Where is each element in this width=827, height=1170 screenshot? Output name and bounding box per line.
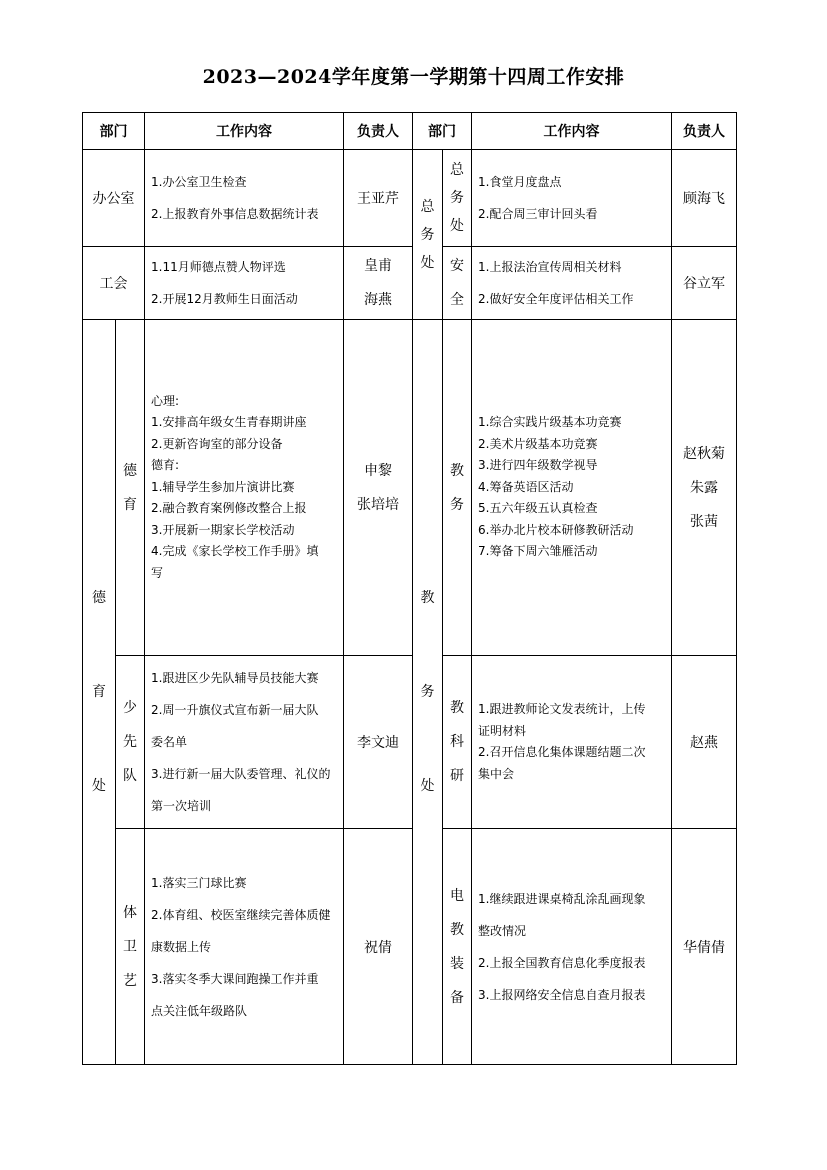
pe-health-art-owner: 祝倩 bbox=[344, 829, 413, 1065]
equipment-items bbox=[472, 829, 672, 1065]
list-item: 1.落实三门球比赛 bbox=[151, 875, 247, 890]
list-item: 1.继续跟进课桌椅乱涂乱画现象 bbox=[478, 891, 646, 906]
general-owner: 顾海飞 bbox=[672, 150, 737, 247]
list-item: 3.进行四年级数学视导 bbox=[478, 458, 598, 473]
list-item: 1.综合实践片级基本功竞赛 bbox=[478, 415, 622, 430]
list-item: 2.体育组、校医室继续完善体质健 bbox=[151, 907, 331, 922]
page-title: 2023—2024学年度第一学期第十四周工作安排 bbox=[202, 66, 625, 88]
table-row bbox=[83, 320, 737, 656]
moral-owner: 申黎 张培培 bbox=[344, 320, 413, 656]
list-item: 2.召开信息化集体课题结题二次 bbox=[478, 745, 646, 759]
list-item: 1.食堂月度盘点 bbox=[478, 175, 562, 189]
list-item: 德育: bbox=[151, 458, 180, 473]
list-item: 3.落实冬季大课间跑操工作并重 bbox=[151, 971, 319, 986]
dept-equipment: 电 教 装 备 bbox=[443, 829, 472, 1065]
list-item: 1.安排高年级女生青春期讲座 bbox=[151, 415, 307, 430]
list-item: 委名单 bbox=[151, 735, 188, 749]
list-item: 7.筹备下周六雏雁活动 bbox=[478, 544, 598, 559]
table-row bbox=[83, 247, 737, 320]
list-item: 6.举办北片校本研修教研活动 bbox=[478, 522, 634, 537]
list-item: 2.融合教育案例修改整合上报 bbox=[151, 501, 307, 516]
list-item: 1.辅导学生参加片演讲比赛 bbox=[151, 479, 295, 494]
dept-office: 办公室 bbox=[83, 150, 145, 247]
list-item: 3.开展新一期家长学校活动 bbox=[151, 522, 295, 537]
list-item: 2.上报教育外事信息数据统计表 bbox=[151, 207, 319, 221]
list-item: 1.11月师德点赞人物评选 bbox=[151, 260, 286, 274]
list-item: 2.美术片级基本功竞赛 bbox=[478, 436, 598, 451]
header-owner: 负责人 bbox=[344, 113, 413, 150]
union-owner: 皇甫 海燕 bbox=[344, 247, 413, 320]
moral-items bbox=[145, 320, 344, 656]
list-item: 2.做好安全年度评估相关工作 bbox=[478, 292, 634, 306]
dept-academic-affairs: 教 务 处 bbox=[413, 320, 443, 1065]
list-item: 3.进行新一届大队委管理、礼仪的 bbox=[151, 767, 331, 781]
table-header-row bbox=[83, 113, 737, 150]
list-item: 写 bbox=[151, 565, 164, 580]
list-item: 3.上报网络安全信息自查月报表 bbox=[478, 987, 646, 1002]
general-items bbox=[472, 150, 672, 247]
header-owner-right: 负责人 bbox=[672, 113, 737, 150]
research-items bbox=[472, 656, 672, 829]
pioneers-items bbox=[145, 656, 344, 829]
dept-moral-office: 德 育 处 bbox=[83, 320, 116, 1065]
list-item: 2.上报全国教育信息化季度报表 bbox=[478, 955, 646, 970]
header-dept-right: 部门 bbox=[413, 113, 472, 150]
list-item: 4.筹备英语区活动 bbox=[478, 479, 574, 494]
list-item: 集中会 bbox=[478, 766, 515, 781]
dept-general-affairs: 总 务 处 bbox=[413, 150, 443, 320]
list-item: 整改情况 bbox=[478, 923, 527, 938]
list-item: 1.跟进区少先队辅导员技能大赛 bbox=[151, 671, 319, 685]
dept-pioneers: 少 先 队 bbox=[116, 656, 145, 829]
teaching-items bbox=[472, 320, 672, 656]
dept-teaching: 教 务 bbox=[443, 320, 472, 656]
list-item: 5.五六年级五认真检查 bbox=[478, 501, 598, 516]
list-item: 4.完成《家长学校工作手册》填 bbox=[151, 544, 319, 559]
header-content: 工作内容 bbox=[145, 113, 344, 150]
pe-health-art-items bbox=[145, 829, 344, 1065]
union-items bbox=[145, 247, 344, 320]
table-row bbox=[83, 150, 737, 247]
dept-safety: 安 全 bbox=[443, 247, 472, 320]
dept-union: 工会 bbox=[83, 247, 145, 320]
list-item: 1.跟进教师论文发表统计，上传 bbox=[478, 702, 646, 716]
office-items bbox=[145, 150, 344, 247]
dept-pe-health-art: 体 卫 艺 bbox=[116, 829, 145, 1065]
list-item: 2.更新咨询室的部分设备 bbox=[151, 436, 283, 451]
header-dept: 部门 bbox=[83, 113, 145, 150]
teaching-owner: 赵秋菊 朱露 张茜 bbox=[672, 320, 737, 656]
list-item: 心理: bbox=[151, 393, 180, 408]
table-row bbox=[83, 829, 737, 1065]
list-item: 1.上报法治宣传周相关材料 bbox=[478, 260, 622, 274]
safety-items bbox=[472, 247, 672, 320]
list-item: 2.周一升旗仪式宣布新一届大队 bbox=[151, 703, 319, 717]
list-item: 第一次培训 bbox=[151, 799, 212, 813]
list-item: 2.配合周三审计回头看 bbox=[478, 207, 598, 221]
list-item: 证明材料 bbox=[478, 723, 527, 738]
office-owner: 王亚芹 bbox=[344, 150, 413, 247]
schedule-table bbox=[82, 112, 737, 1065]
pioneers-owner: 李文迪 bbox=[344, 656, 413, 829]
list-item: 2.开展12月教师生日面活动 bbox=[151, 292, 298, 306]
table-row bbox=[83, 656, 737, 829]
dept-moral: 德 育 bbox=[116, 320, 145, 656]
dept-general: 总 务 处 bbox=[443, 150, 472, 247]
dept-research: 教 科 研 bbox=[443, 656, 472, 829]
safety-owner: 谷立军 bbox=[672, 247, 737, 320]
list-item: 1.办公室卫生检查 bbox=[151, 175, 247, 189]
list-item: 康数据上传 bbox=[151, 939, 212, 954]
header-content-right: 工作内容 bbox=[472, 113, 672, 150]
equipment-owner: 华倩倩 bbox=[672, 829, 737, 1065]
list-item: 点关注低年级路队 bbox=[151, 1003, 248, 1018]
research-owner: 赵燕 bbox=[672, 656, 737, 829]
